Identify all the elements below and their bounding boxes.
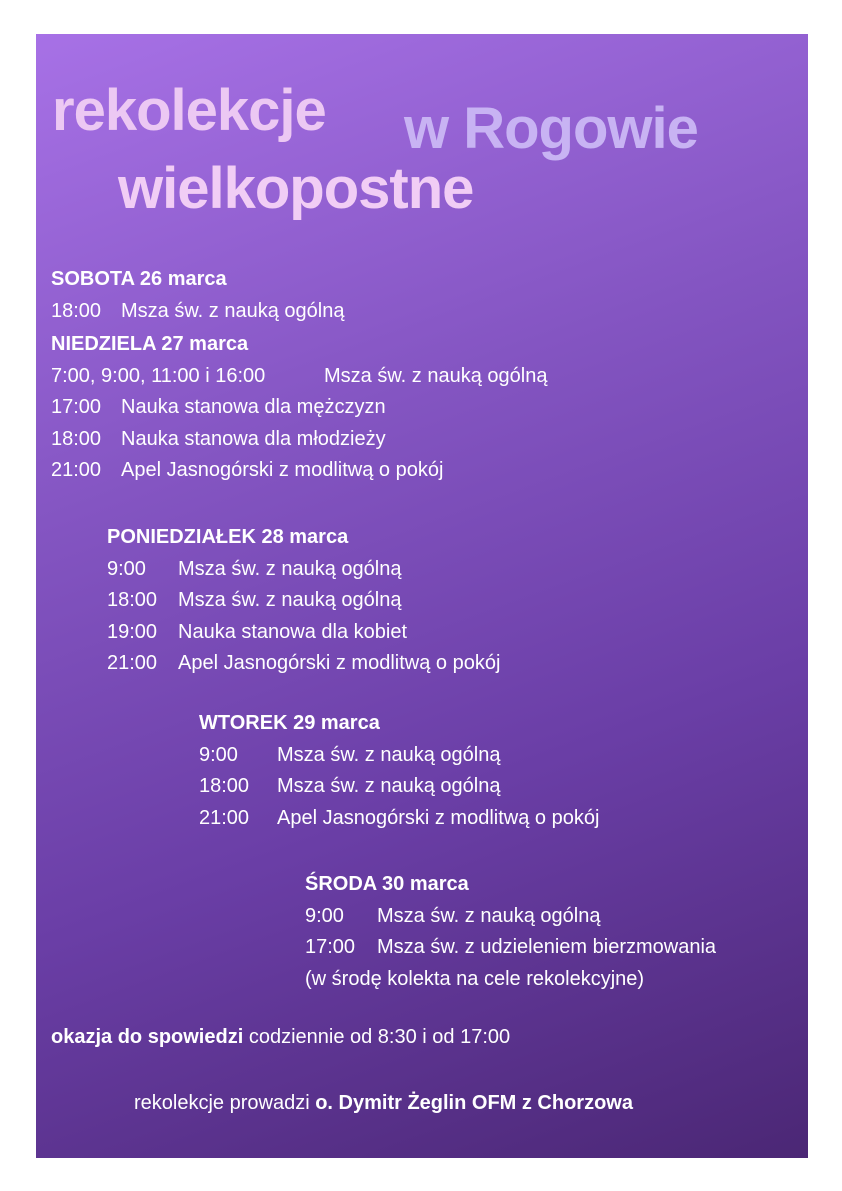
schedule-text: Msza św. z udzieleniem bierzmowania [377,936,717,958]
day-block-tuesday [199,708,599,834]
title-line-w-rogowie: w Rogowie [404,96,698,161]
schedule-time: 9:00 [305,904,344,927]
schedule-row [51,424,547,456]
schedule-time: 17:00 [305,936,356,958]
schedule-row [51,361,547,393]
schedule-row [51,392,547,424]
schedule-text: Msza św. z nauką ogólną [377,904,601,927]
schedule-text: Nauka stanowa dla mężczyzn [121,396,386,418]
title-line-wielkopostne: wielkopostne [118,156,474,221]
schedule-row [51,296,344,328]
schedule-row [107,648,500,680]
schedule-row [199,803,599,835]
schedule-row [107,617,500,649]
schedule-row [199,740,599,772]
retreat-leader [134,1092,633,1115]
day-heading: SOBOTA 26 marca [51,268,227,290]
schedule-row [107,554,500,586]
confession-info [51,1026,510,1049]
schedule-time: 9:00 [107,557,146,580]
day-heading: PONIEDZIAŁEK 28 marca [107,526,349,548]
schedule-text: Msza św. z nauką ogólną [277,743,501,766]
schedule-time: 21:00 [199,806,250,829]
day-block-monday [107,522,500,680]
schedule-time: 9:00 [199,743,238,766]
schedule-text: Apel Jasnogórski z modlitwą o pokój [121,459,444,481]
schedule-time: 19:00 [107,620,158,643]
collection-note: (w środę kolekta na cele rekolekcyjne) [305,967,645,990]
confession-hours: codziennie od 8:30 i od 17:00 [243,1026,511,1048]
confession-label: okazja do spowiedzi [51,1026,244,1048]
day-heading: NIEDZIELA 27 marca [51,333,249,355]
schedule-row [51,455,547,487]
schedule-text: Msza św. z nauką ogólną [324,364,548,387]
schedule-text: Msza św. z nauką ogólną [277,775,501,797]
poster [36,34,808,1158]
schedule-time: 18:00 [199,775,250,797]
schedule-time: 17:00 [51,396,102,418]
schedule-time: 21:00 [51,459,102,481]
schedule-text: Msza św. z nauką ogólną [121,299,345,322]
day-block-wednesday [305,869,716,995]
day-block-saturday [51,264,344,327]
day-block-sunday [51,329,547,487]
schedule-time: 18:00 [51,427,102,450]
schedule-row [199,771,599,803]
schedule-row [305,901,716,933]
schedule-time: 18:00 [107,589,158,611]
schedule-text: Nauka stanowa dla kobiet [178,620,408,643]
day-heading: WTOREK 29 marca [199,712,380,734]
leader-prefix: rekolekcje prowadzi [134,1092,316,1114]
title-line-rekolekcje: rekolekcje [52,78,326,143]
schedule-time: 21:00 [107,652,158,674]
day-heading: ŚRODA 30 marca [305,873,469,895]
schedule-text: Apel Jasnogórski z modlitwą o pokój [277,806,600,829]
schedule-text: Msza św. z nauką ogólną [178,589,402,611]
schedule-time: 7:00, 9:00, 11:00 i 16:00 [51,364,266,387]
schedule-row [305,932,716,964]
schedule-row [107,585,500,617]
schedule-text: Nauka stanowa dla młodzieży [121,427,386,450]
schedule-text: Msza św. z nauką ogólną [178,557,402,580]
schedule-time: 18:00 [51,299,102,322]
leader-name: o. Dymitr Żeglin OFM z Chorzowa [315,1092,633,1114]
schedule-text: Apel Jasnogórski z modlitwą o pokój [178,652,501,674]
